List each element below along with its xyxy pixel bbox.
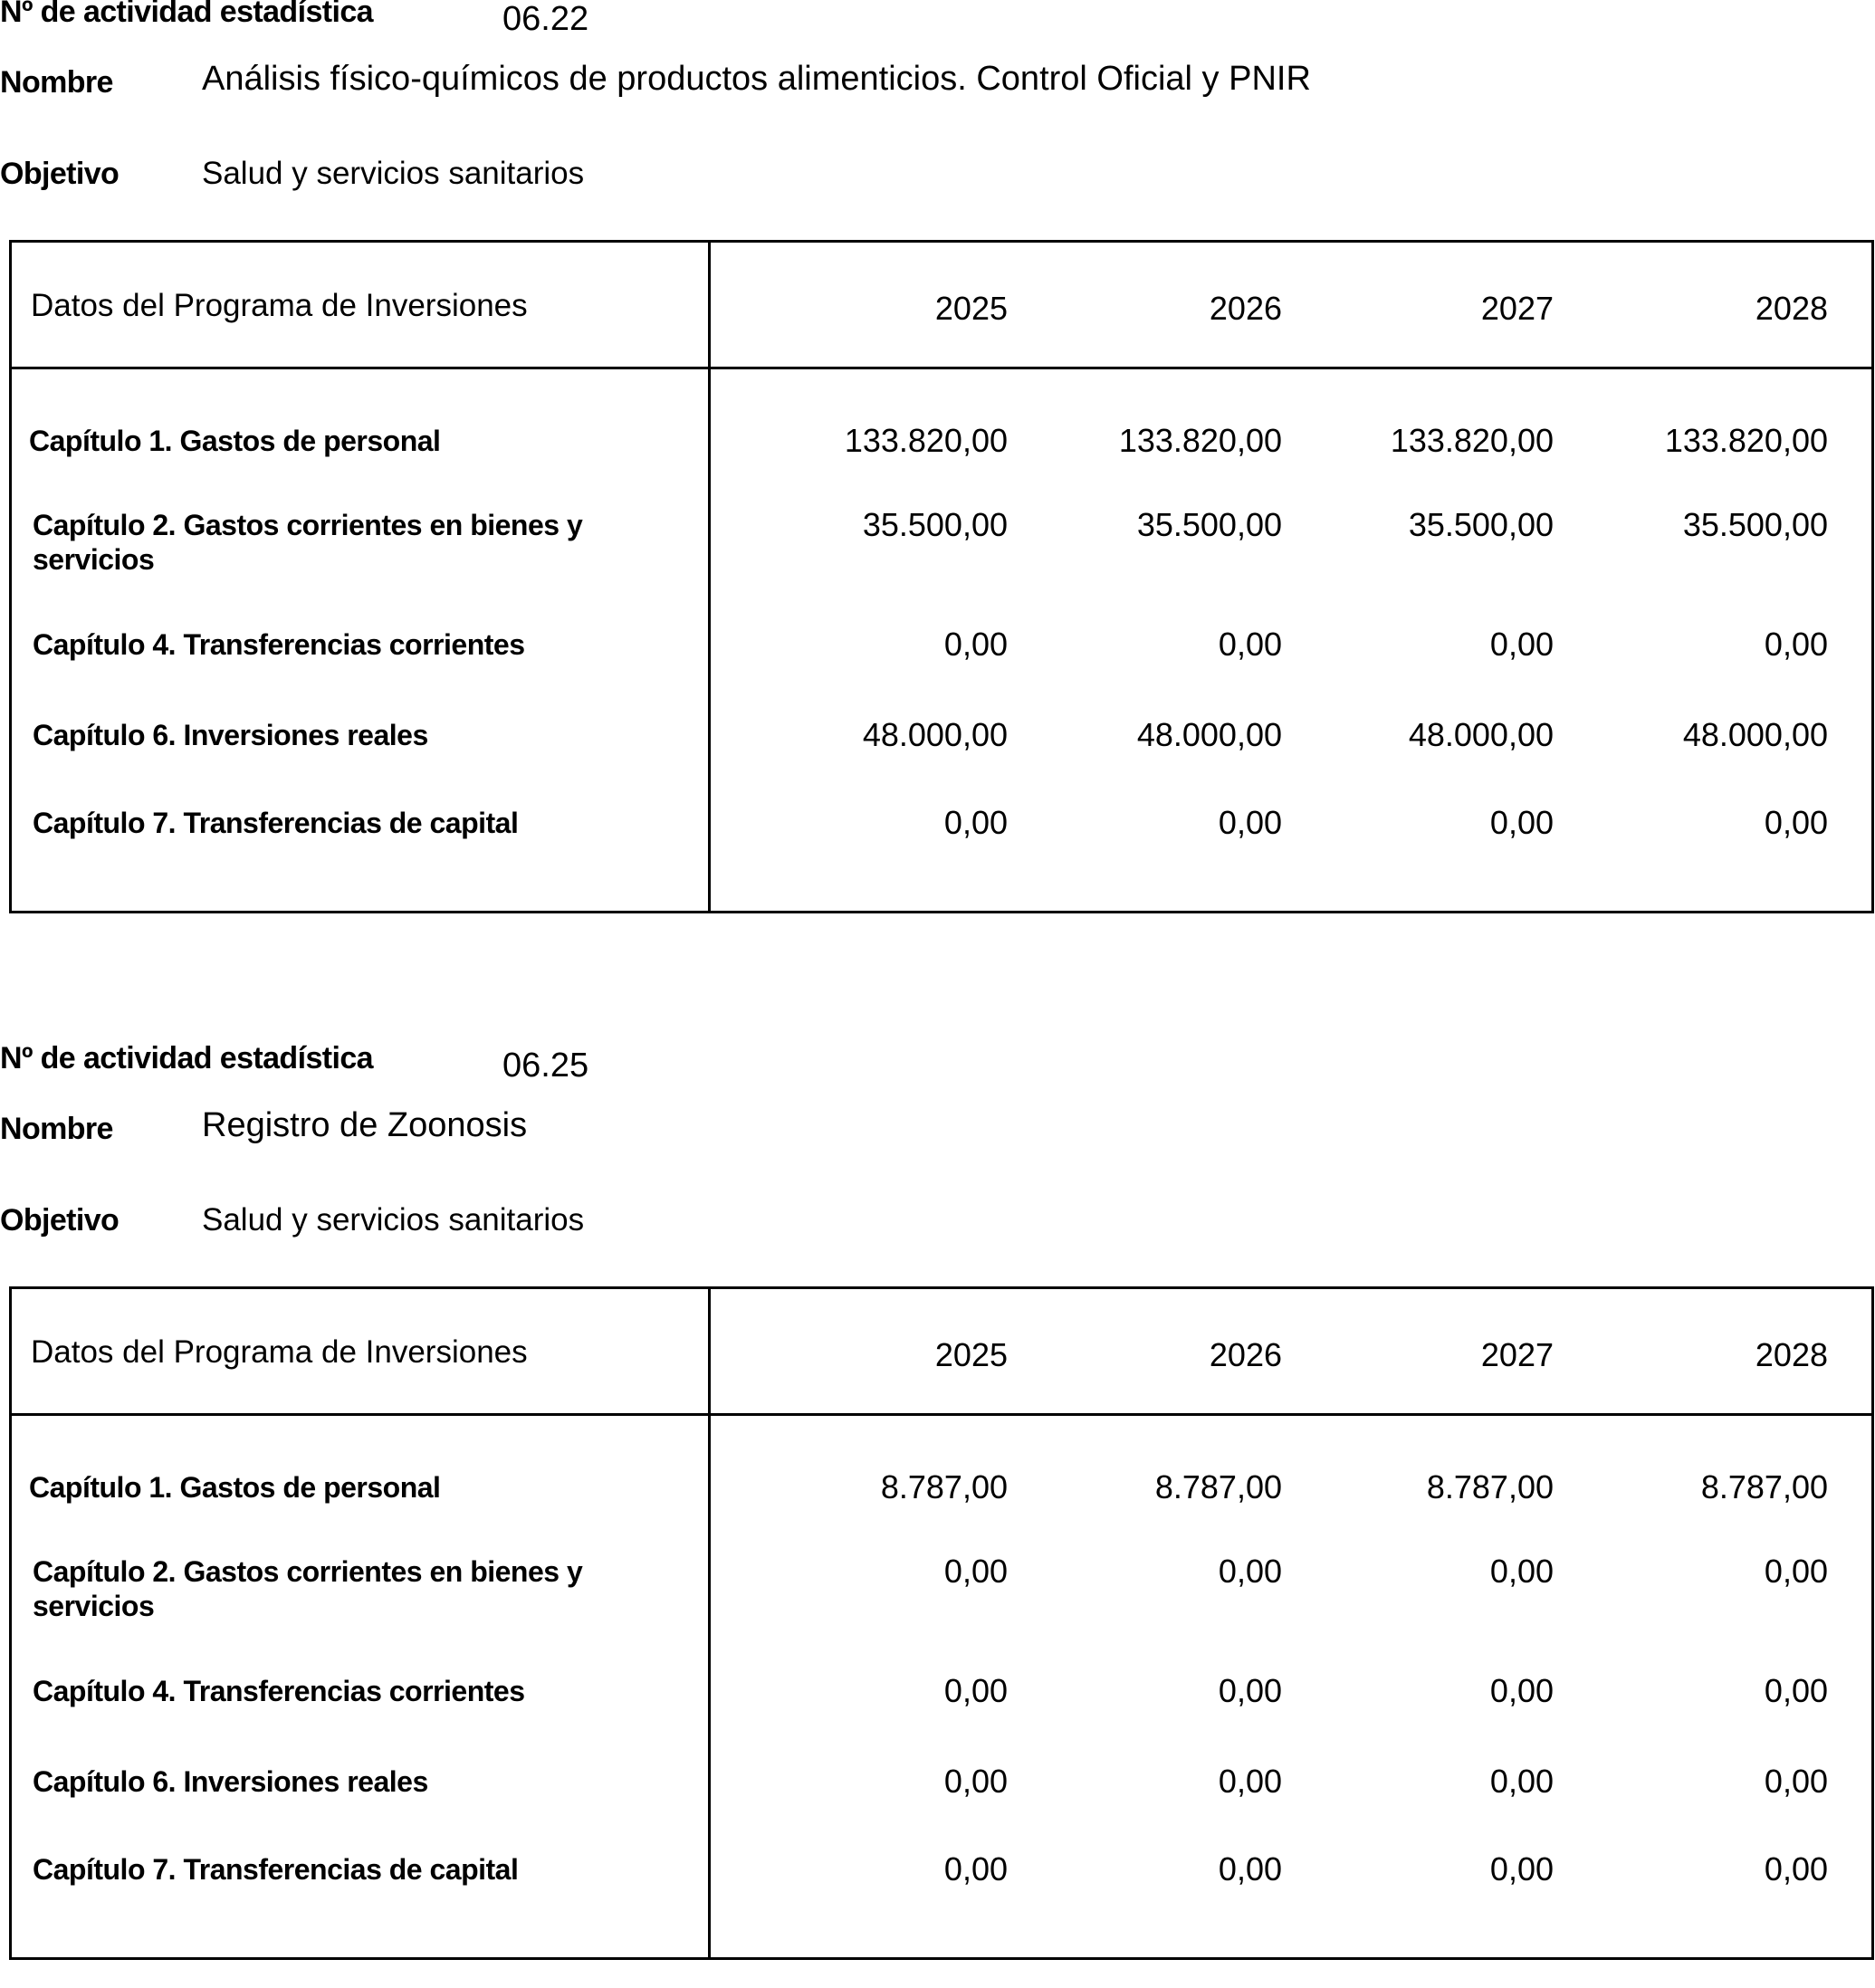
year-header: 2027 [1480, 290, 1554, 327]
row-label: Capítulo 6. Inversiones reales [33, 719, 428, 751]
row-value: 35.500,00 [1408, 506, 1554, 543]
row-value: 8.787,00 [1700, 1468, 1828, 1505]
activity-number-label: Nº de actividad estadística [0, 1041, 373, 1075]
row-value: 0,00 [1764, 626, 1828, 663]
row-value: 0,00 [1764, 804, 1828, 841]
row-value: 133.820,00 [1118, 422, 1282, 459]
row-value: 0,00 [1489, 626, 1554, 663]
column-divider [708, 243, 711, 911]
header-divider [12, 1413, 1871, 1416]
objective-value: Salud y servicios sanitarios [202, 1202, 585, 1238]
row-value: 8.787,00 [1154, 1468, 1282, 1505]
year-header: 2026 [1209, 1336, 1282, 1373]
row-value: 0,00 [943, 626, 1008, 663]
row-label: Capítulo 6. Inversiones reales [33, 1765, 428, 1798]
row-value: 35.500,00 [862, 506, 1008, 543]
row-label: Capítulo 2. Gastos corrientes en bienes y servicios [33, 1555, 583, 1622]
row-value: 0,00 [1764, 1850, 1828, 1888]
row-value: 0,00 [1218, 804, 1282, 841]
row-label: Capítulo 1. Gastos de personal [29, 1471, 441, 1504]
row-value: 0,00 [1489, 1763, 1554, 1800]
row-label: Capítulo 4. Transferencias corrientes [33, 628, 525, 661]
row-value: 48.000,00 [1136, 716, 1282, 753]
investment-table [9, 1286, 1874, 1960]
year-header: 2025 [934, 1336, 1008, 1373]
year-header: 2025 [934, 290, 1008, 327]
row-value: 0,00 [943, 1672, 1008, 1709]
name-label: Nombre [0, 1112, 113, 1146]
investment-table [9, 240, 1874, 913]
row-value: 0,00 [1218, 1850, 1282, 1888]
row-value: 133.820,00 [1390, 422, 1554, 459]
row-value: 0,00 [1764, 1672, 1828, 1709]
row-value: 0,00 [1218, 1553, 1282, 1590]
column-divider [708, 1289, 711, 1957]
row-value: 0,00 [943, 804, 1008, 841]
row-value: 0,00 [943, 1850, 1008, 1888]
year-header: 2027 [1480, 1336, 1554, 1373]
table-title: Datos del Programa de Inversiones [31, 288, 528, 323]
table-title: Datos del Programa de Inversiones [31, 1334, 528, 1370]
row-value: 0,00 [1489, 1672, 1554, 1709]
year-header: 2028 [1755, 290, 1828, 327]
row-value: 0,00 [1218, 626, 1282, 663]
activity-number-label: Nº de actividad estadística [0, 0, 373, 29]
row-label: Capítulo 4. Transferencias corrientes [33, 1675, 525, 1707]
row-value: 133.820,00 [1664, 422, 1828, 459]
row-value: 0,00 [1489, 804, 1554, 841]
row-value: 0,00 [1218, 1672, 1282, 1709]
name-value: Análisis físico-químicos de productos alimenticios. Control Oficial y PNIR [202, 60, 1311, 98]
row-label: Capítulo 1. Gastos de personal [29, 425, 441, 457]
row-value: 0,00 [1218, 1763, 1282, 1800]
row-value: 8.787,00 [880, 1468, 1008, 1505]
year-header: 2028 [1755, 1336, 1828, 1373]
row-value: 48.000,00 [862, 716, 1008, 753]
activity-section-2 [0, 1041, 1875, 1988]
activity-section-1 [0, 0, 1875, 941]
year-header: 2026 [1209, 290, 1282, 327]
row-value: 35.500,00 [1136, 506, 1282, 543]
row-value: 35.500,00 [1682, 506, 1828, 543]
row-value: 0,00 [1489, 1850, 1554, 1888]
row-label: Capítulo 2. Gastos corrientes en bienes y servicios [33, 509, 583, 576]
name-label: Nombre [0, 65, 113, 100]
objective-value: Salud y servicios sanitarios [202, 156, 585, 191]
row-value: 0,00 [1764, 1553, 1828, 1590]
row-label: Capítulo 7. Transferencias de capital [33, 807, 519, 839]
row-value: 48.000,00 [1408, 716, 1554, 753]
name-value: Registro de Zoonosis [202, 1106, 528, 1144]
activity-number-value: 06.22 [502, 0, 589, 38]
row-value: 0,00 [1764, 1763, 1828, 1800]
row-label: Capítulo 7. Transferencias de capital [33, 1853, 519, 1886]
objective-label: Objetivo [0, 1203, 120, 1238]
header-divider [12, 367, 1871, 369]
row-value: 0,00 [943, 1763, 1008, 1800]
row-value: 48.000,00 [1682, 716, 1828, 753]
row-value: 8.787,00 [1426, 1468, 1554, 1505]
activity-number-value: 06.25 [502, 1047, 589, 1085]
row-value: 133.820,00 [844, 422, 1008, 459]
row-value: 0,00 [1489, 1553, 1554, 1590]
objective-label: Objetivo [0, 157, 120, 191]
row-value: 0,00 [943, 1553, 1008, 1590]
